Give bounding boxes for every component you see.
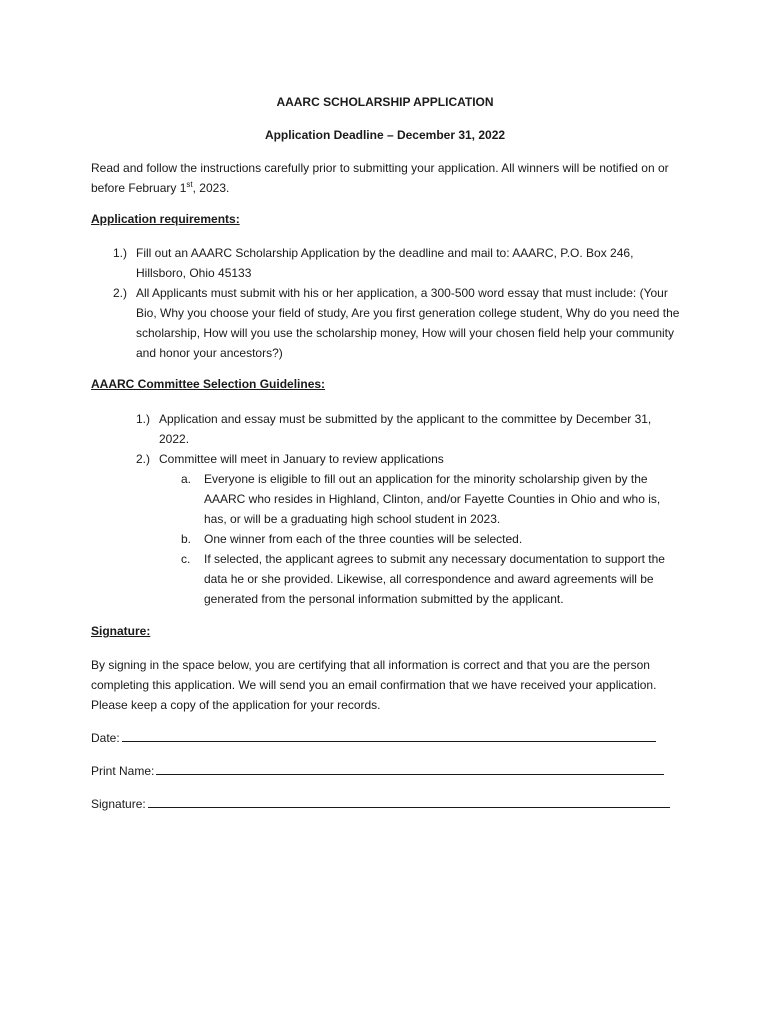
application-deadline: Application Deadline – December 31, 2022 [264, 128, 506, 142]
subitem-letter: a. [181, 472, 192, 486]
date-field[interactable] [91, 730, 656, 746]
requirements-heading: Application requirements: [91, 212, 240, 226]
item-number: 1.) [113, 246, 128, 260]
guidelines-heading: AAARC Committee Selection Guidelines: [91, 377, 326, 391]
item-number: 2.) [136, 452, 151, 466]
item-text: All Applicants must submit with his or her application, a 300-500 word essay that must include: (Your Bio, Why you choose your field of study, Are you first generation college student, Why do you need the scholarship, How will you use the scholarship money, How will your chosen field help your community and honor your ancestors?) [136, 286, 680, 360]
subitem-text: If selected, the applicant agrees to submit any necessary documentation to support the data he or she provided. Likewise, all correspondence and award agreements will be generated from the personal information submitted by the applicant. [204, 552, 665, 606]
intro-text-end: , 2023. [192, 181, 230, 195]
print-name-field[interactable] [91, 763, 664, 779]
signature-label: Signature: [91, 797, 146, 811]
subitem-letter: b. [181, 532, 192, 546]
item-number: 1.) [136, 412, 151, 426]
item-text: Application and essay must be submitted by the applicant to the committee by December 31, 2022. [159, 412, 652, 446]
subitem-text: One winner from each of the three counties will be selected. [204, 532, 523, 546]
intro-paragraph [91, 158, 681, 198]
signature-paragraph: By signing in the space below, you are certifying that all information is correct and that you are the person completing this application. We will send you an email confirmation that we have received your application. Please keep a copy of the application for your records. [91, 658, 657, 712]
intro-text: Read and follow the instructions carefully prior to submitting your application. All winners will be notified on or before February 1 [91, 161, 669, 195]
date-line[interactable] [122, 730, 656, 742]
item-text: Committee will meet in January to review applications [159, 452, 444, 466]
signature-line[interactable] [148, 796, 670, 808]
print-name-line[interactable] [156, 763, 664, 775]
intro-superscript: st [186, 180, 193, 189]
date-label: Date: [91, 731, 120, 745]
subitem-letter: c. [181, 552, 191, 566]
subitem-text: Everyone is eligible to fill out an application for the minority scholarship given by the AAARC who resides in Highland, Clinton, and/or Fayette Counties in Ohio and who is, has, or will be a graduating high school student in 2023. [204, 472, 661, 526]
signature-heading: Signature: [91, 624, 151, 638]
item-number: 2.) [113, 286, 128, 300]
print-name-label: Print Name: [91, 764, 155, 778]
signature-field[interactable] [91, 796, 670, 812]
item-text: Fill out an AAARC Scholarship Application by the deadline and mail to: AAARC, P.O. Box 246, Hillsboro, Ohio 45133 [136, 246, 634, 280]
document-title: AAARC SCHOLARSHIP APPLICATION [276, 95, 494, 109]
